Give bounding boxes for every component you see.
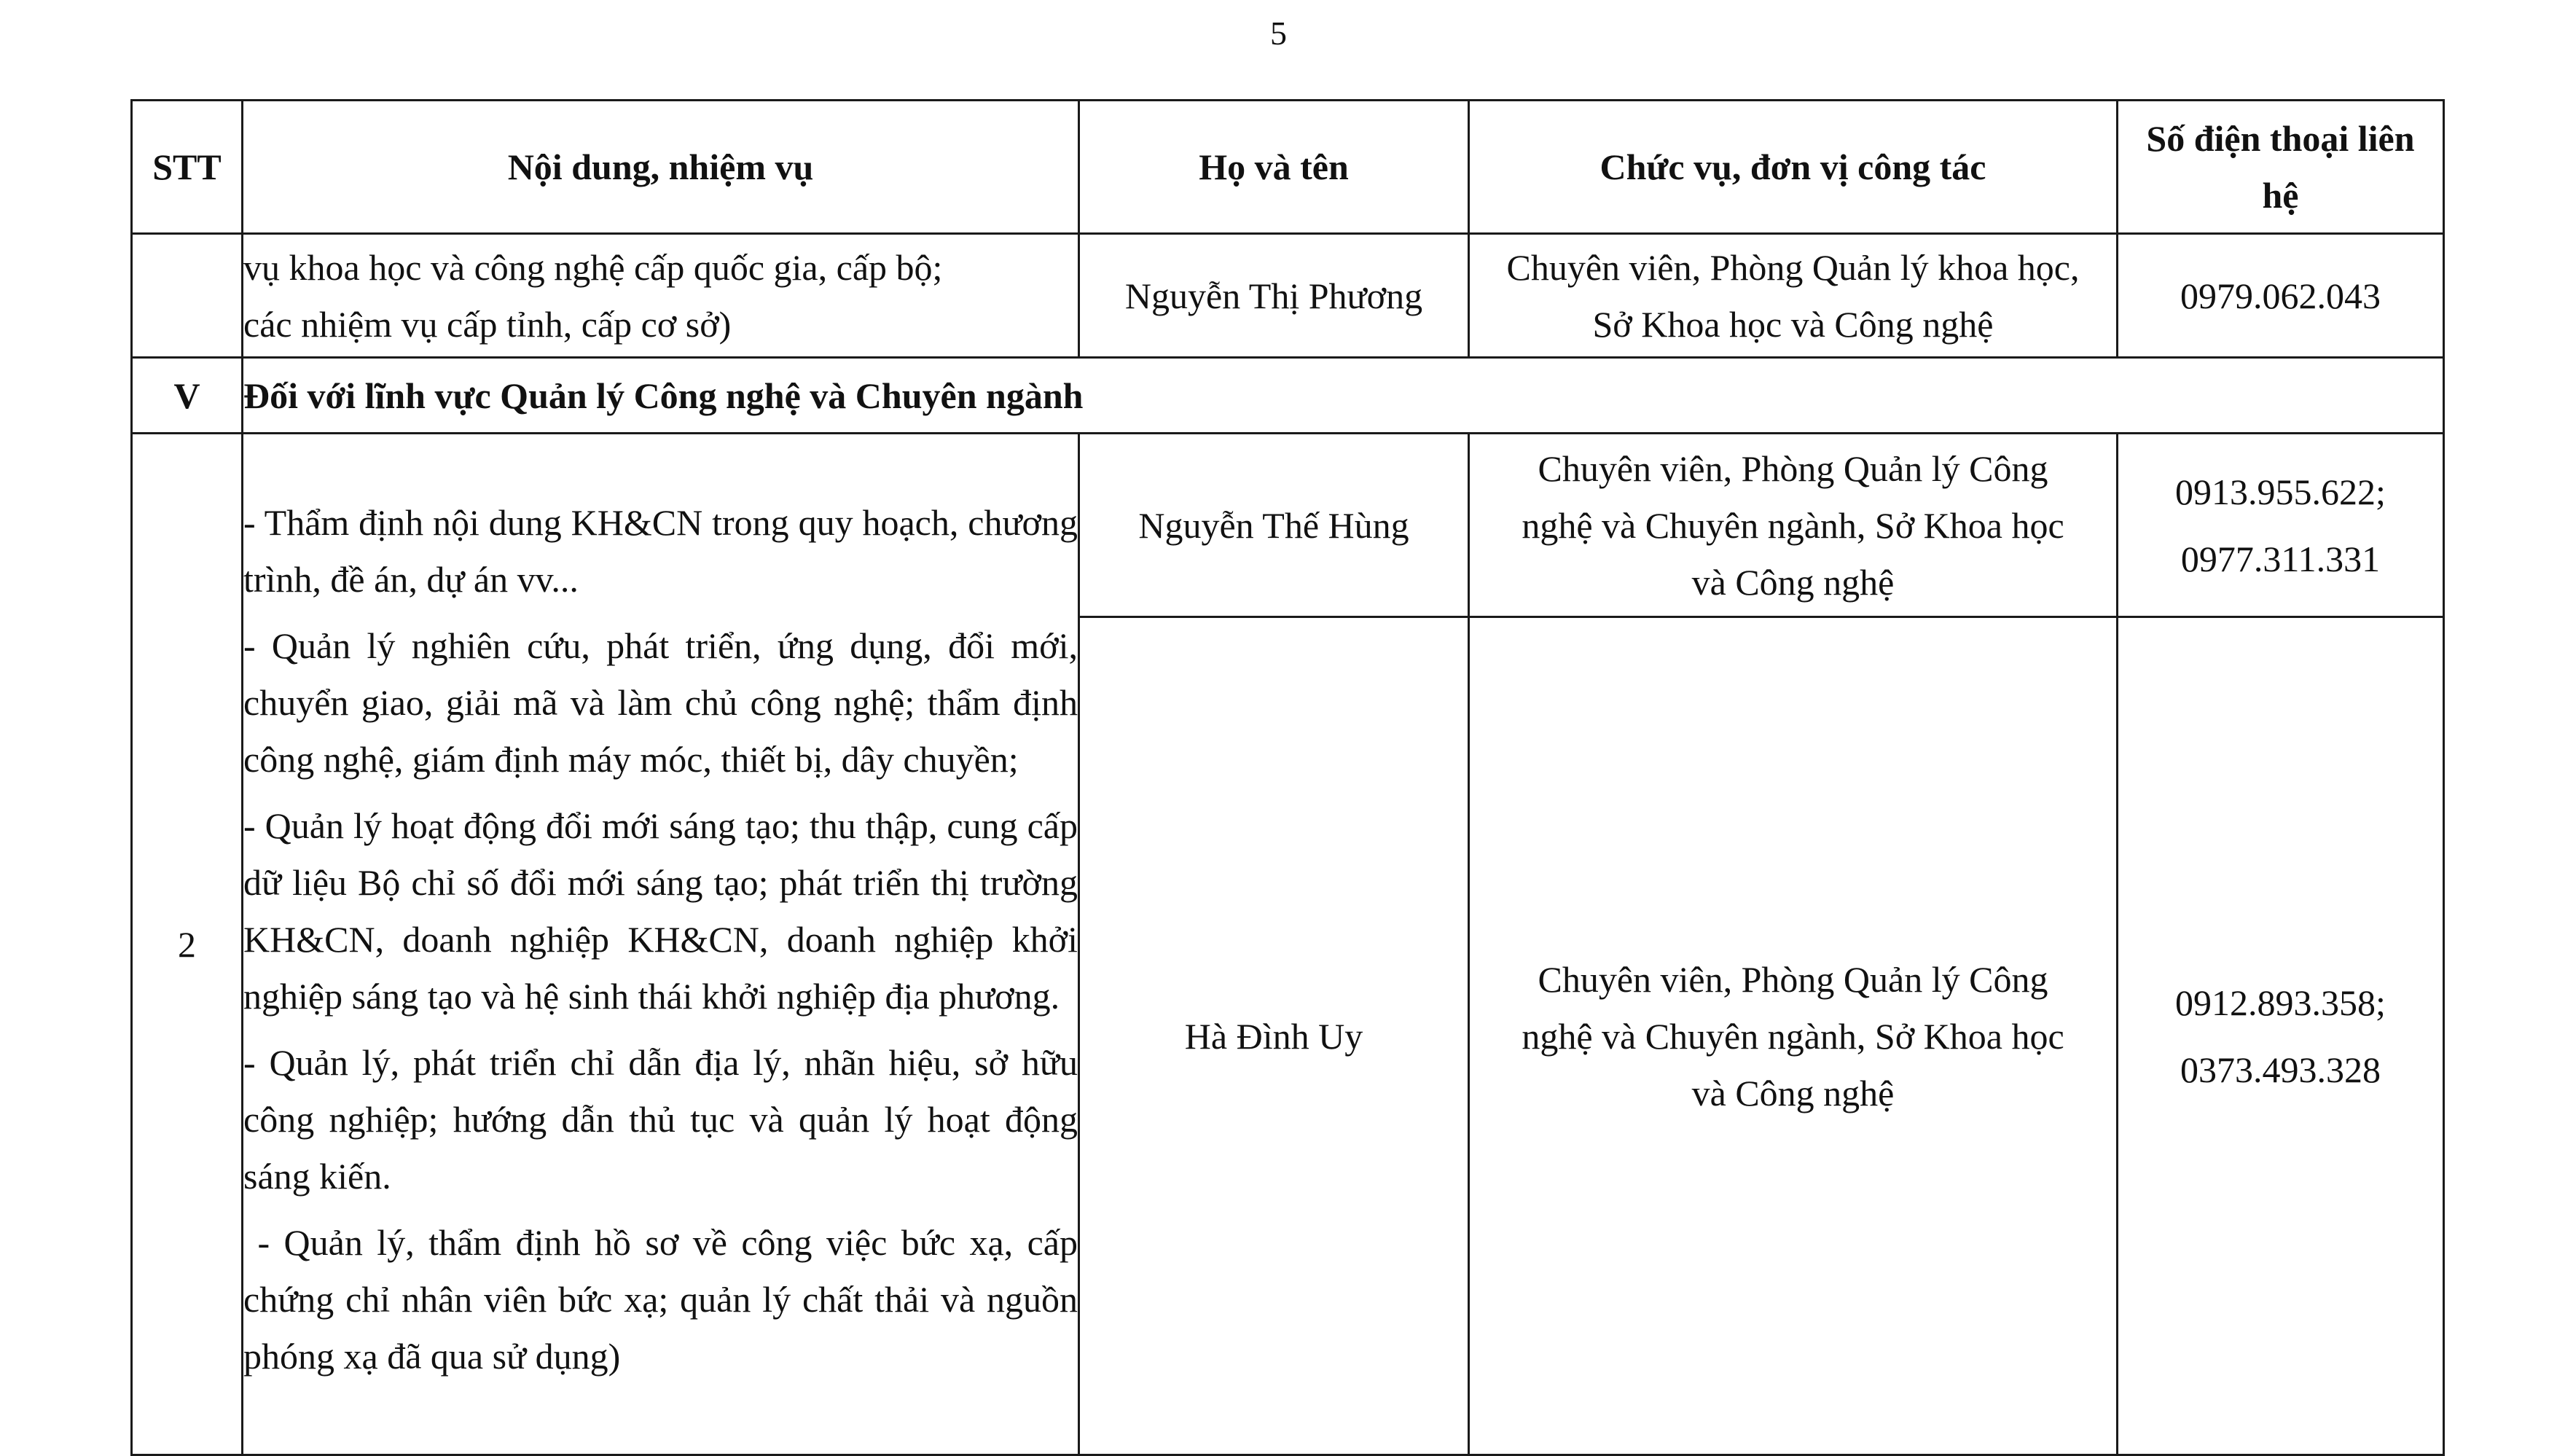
position-cell [1469, 434, 2118, 617]
position-cell [1469, 617, 2118, 1455]
section-roman: V [132, 358, 243, 434]
content-cell [243, 434, 1087, 1455]
phone-line: 0912.893.358; [2175, 982, 2386, 1023]
content-line: các nhiệm vụ cấp tỉnh, cấp cơ sở) [243, 303, 732, 345]
section-row [132, 358, 2444, 434]
header-position: Chức vụ, đơn vị công tác [1469, 101, 2118, 234]
phone-line: 0977.311.331 [2180, 538, 2381, 579]
page-number: 5 [1270, 15, 1287, 52]
content-cell [243, 234, 1079, 358]
position-line: và Công nghệ [1691, 561, 1895, 603]
header-content: Nội dung, nhiệm vụ [243, 101, 1079, 234]
name-cell: Hà Đình Uy [1079, 617, 1469, 1455]
position-line: Chuyên viên, Phòng Quản lý Công [1538, 447, 2048, 489]
content-paragraph: - Quản lý, phát triển chỉ dẫn địa lý, nhãn hiệu, sở hữu công nghiệp; hướng dẫn thủ tục và quản lý hoạt động sáng kiến. [243, 1042, 1078, 1197]
name-cell: Nguyễn Thị Phương [1079, 234, 1469, 358]
phone-cell: 0979.062.043 [2118, 234, 2444, 358]
content-paragraph: - Quản lý hoạt động đổi mới sáng tạo; thu thập, cung cấp dữ liệu Bộ chỉ số đổi mới sáng tạo; phát triển thị trường KH&CN, doanh nghiệp KH&CN, doanh nghiệp khởi nghiệp sáng tạo và hệ sinh thái khởi nghiệp địa phương. [243, 805, 1078, 1017]
name-cell: Nguyễn Thế Hùng [1079, 434, 1469, 617]
position-line: Chuyên viên, Phòng Quản lý Công [1538, 958, 2048, 1000]
header-phone: Số điện thoại liên hệ [2118, 101, 2444, 234]
phone-line: 0373.493.328 [2180, 1049, 2381, 1090]
position-line: nghệ và Chuyên ngành, Sở Khoa học [1522, 1015, 2064, 1057]
table-header-row [132, 101, 2444, 234]
content-paragraph: - Thẩm định nội dung KH&CN trong quy hoạch, chương trình, đề án, dự án vv... [243, 502, 1078, 600]
table-row [132, 434, 2444, 617]
position-line: Chuyên viên, Phòng Quản lý khoa học, [1506, 246, 2080, 288]
position-line: và Công nghệ [1691, 1072, 1895, 1113]
contact-table [130, 99, 2445, 1456]
position-cell [1469, 234, 2118, 358]
header-stt: STT [132, 101, 243, 234]
stt-cell: 2 [132, 434, 243, 1455]
position-line: nghệ và Chuyên ngành, Sở Khoa học [1522, 504, 2064, 546]
phone-cell [2118, 617, 2444, 1455]
content-paragraph: - Quản lý nghiên cứu, phát triển, ứng dụng, đổi mới, chuyển giao, giải mã và làm chủ công nghệ; thẩm định công nghệ, giám định máy móc, thiết bị, dây chuyền; [243, 625, 1078, 780]
content-paragraph: - Quản lý, thẩm định hồ sơ về công việc bức xạ, cấp chứng chỉ nhân viên bức xạ; quản lý chất thải và nguồn phóng xạ đã qua sử dụng) [243, 1222, 1087, 1377]
section-title: Đối với lĩnh vực Quản lý Công nghệ và Chuyên ngành [243, 358, 2444, 434]
stt-cell [132, 234, 243, 358]
position-line: Sở Khoa học và Công nghệ [1592, 303, 1994, 345]
phone-cell [2118, 434, 2444, 617]
header-name: Họ và tên [1079, 101, 1469, 234]
content-line: vụ khoa học và công nghệ cấp quốc gia, cấp bộ; [243, 246, 943, 288]
phone-line: 0913.955.622; [2175, 471, 2386, 512]
table-row [132, 234, 2444, 358]
